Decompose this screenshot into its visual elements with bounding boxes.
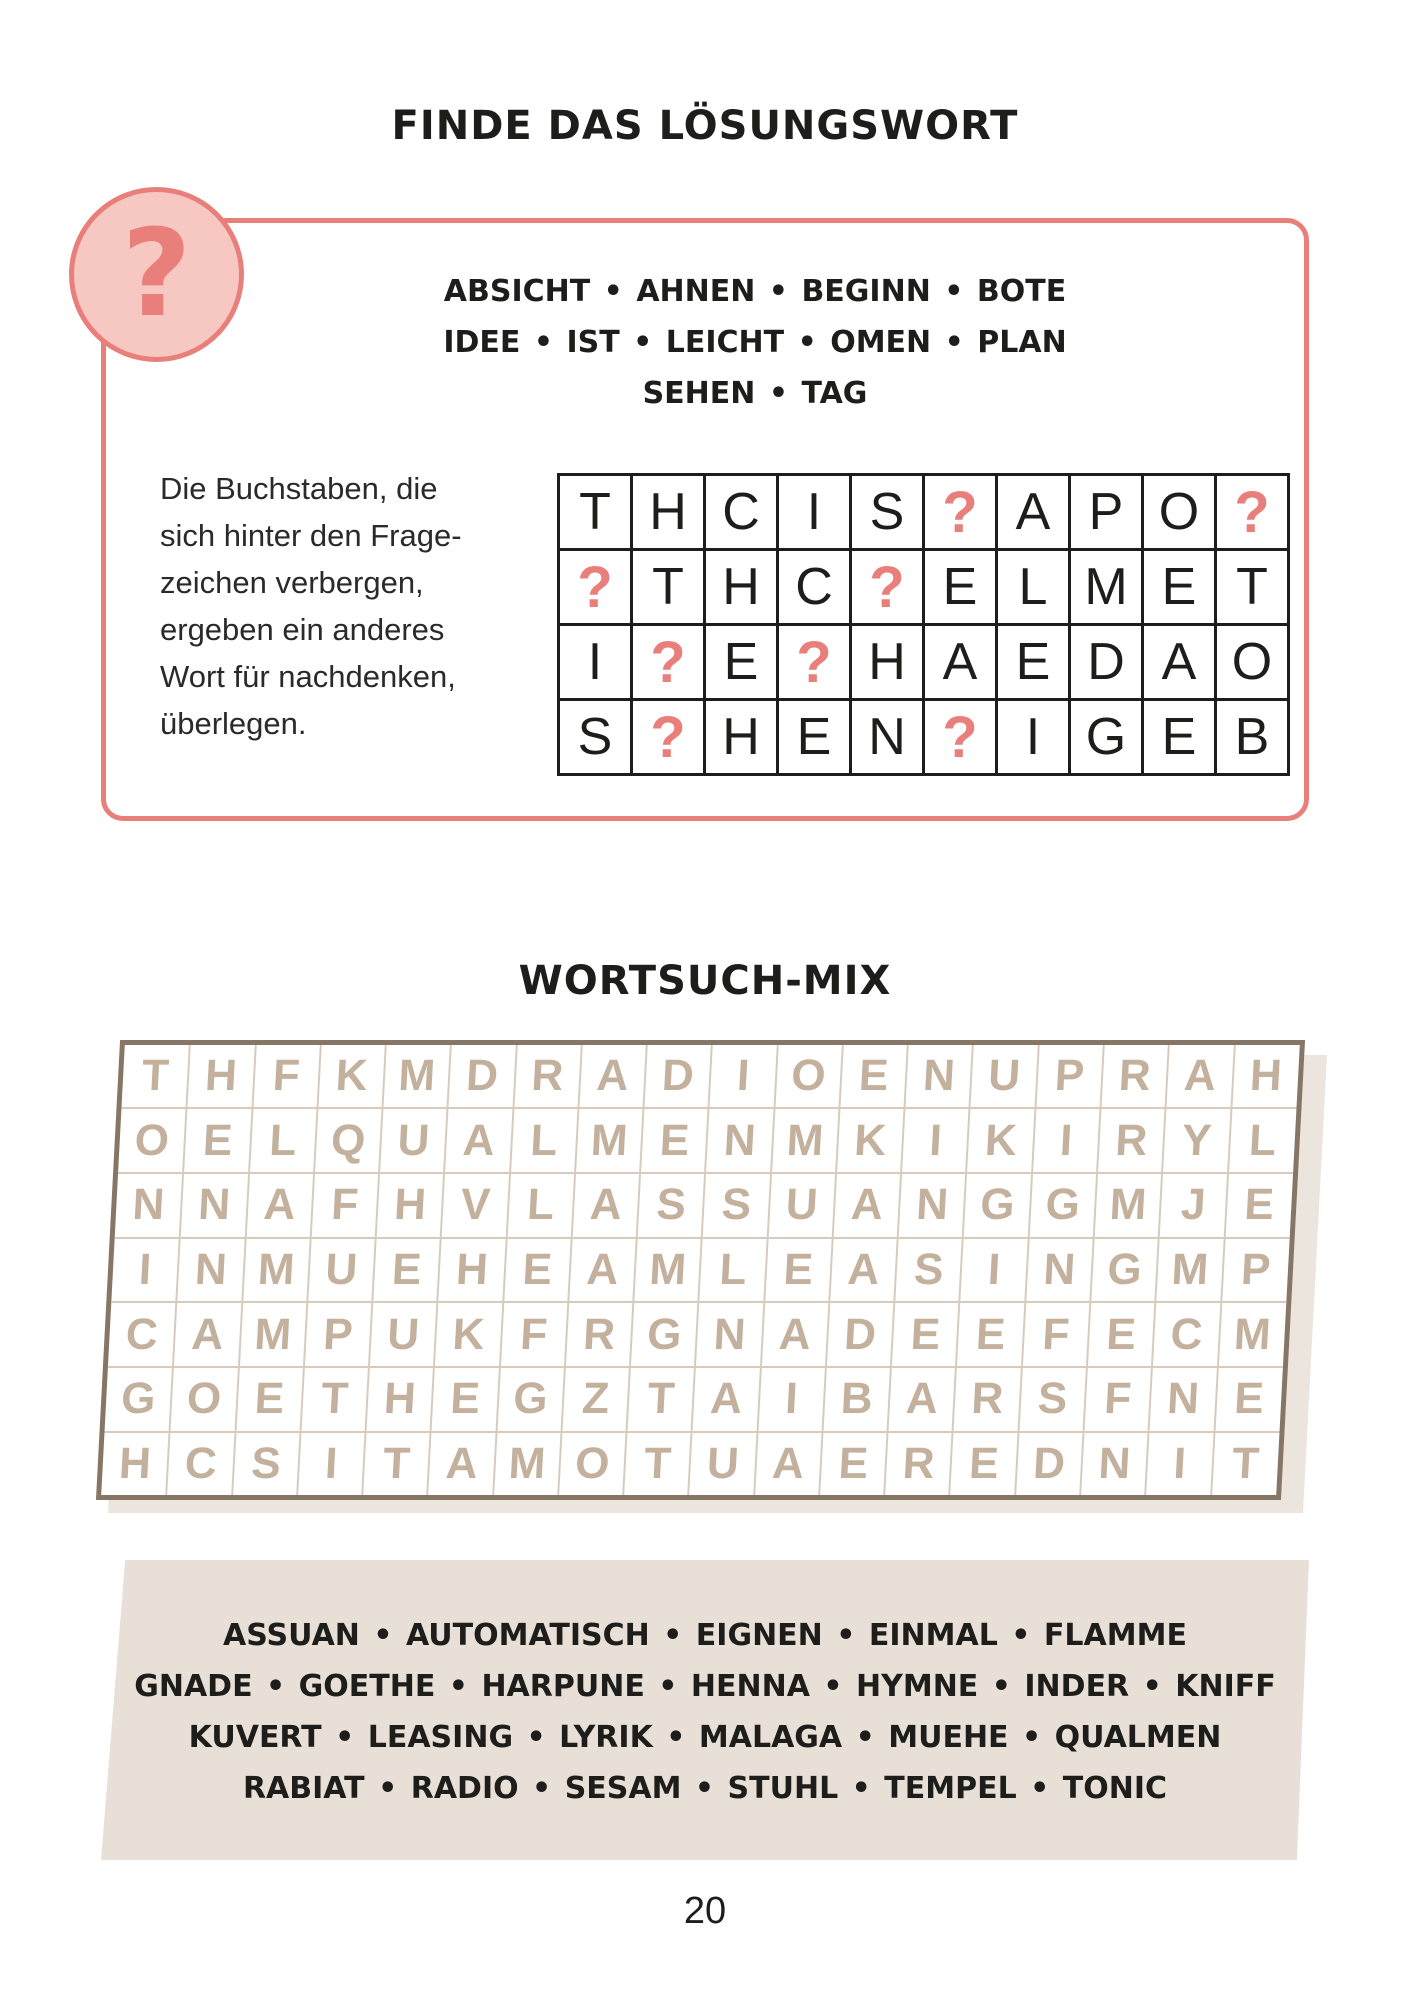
wordsearch-cell[interactable]: R (513, 1045, 582, 1108)
search-word: EINMAL (868, 1618, 998, 1653)
wordsearch-cell[interactable]: H (187, 1045, 256, 1108)
wordsearch-cell[interactable]: E (1214, 1367, 1283, 1432)
wordsearch-row (111, 1238, 1289, 1303)
wordsearch-cell[interactable]: N (705, 1108, 774, 1173)
wordsearch-cell[interactable]: D (826, 1302, 895, 1367)
wordsearch-cell[interactable]: O (118, 1108, 187, 1173)
separator-dot: • (622, 325, 663, 360)
grid-row (559, 625, 1289, 700)
wordsearch-cell[interactable]: N (905, 1045, 974, 1108)
wordsearch-cell[interactable]: T (627, 1367, 696, 1432)
word-list-line (101, 1763, 1309, 1814)
letter-cell: B (1216, 700, 1289, 775)
wordsearch-cell[interactable]: T (1211, 1432, 1280, 1495)
letter-cell: O (1216, 625, 1289, 700)
wordsearch-cell[interactable]: O (170, 1367, 239, 1432)
wordsearch-cell[interactable]: N (1149, 1367, 1218, 1432)
instruction-line: zeichen verbergen, (160, 565, 424, 600)
separator-dot: • (845, 1720, 886, 1755)
wordsearch-cell[interactable]: E (764, 1238, 833, 1303)
grid-row (559, 550, 1289, 625)
wordsearch-cell[interactable]: M (238, 1302, 307, 1367)
wordsearch-cell[interactable]: M (1156, 1238, 1225, 1303)
letter-cell: E (778, 700, 851, 775)
search-word: HYMNE (856, 1669, 979, 1704)
separator-dot: • (362, 1618, 403, 1653)
wordsearch-cell[interactable]: K (317, 1045, 386, 1108)
wordsearch-cell[interactable]: T (362, 1432, 431, 1495)
letter-cell: T (1216, 550, 1289, 625)
wordsearch-cell[interactable]: T (121, 1045, 190, 1108)
puzzle2-title: WORTSUCH-MIX (518, 958, 892, 1004)
instruction-line: überlegen. (160, 706, 307, 741)
wordsearch-cell[interactable]: T (300, 1367, 369, 1432)
wordsearch-cell[interactable]: A (173, 1302, 242, 1367)
puzzle1-letter-grid (557, 473, 1290, 776)
letter-cell: I (559, 625, 632, 700)
wordsearch-cell[interactable]: L (510, 1108, 579, 1173)
separator-dot: • (593, 274, 634, 309)
wordsearch-cell[interactable]: E (1224, 1173, 1293, 1238)
page-number: 20 (683, 1890, 727, 1932)
separator-dot: • (523, 325, 564, 360)
search-word: LYRIK (559, 1720, 653, 1755)
puzzle1-instructions (160, 465, 530, 747)
wordsearch-cell[interactable]: H (366, 1367, 435, 1432)
wordsearch-cell[interactable]: A (888, 1367, 957, 1432)
letter-cell: E (705, 625, 778, 700)
wordsearch-cell[interactable]: R (884, 1432, 953, 1495)
search-word: TEMPEL (884, 1771, 1017, 1806)
wordsearch-cell[interactable]: A (829, 1238, 898, 1303)
letter-cell: N (851, 700, 924, 775)
search-word: FLAMME (1043, 1618, 1187, 1653)
letter-cell: H (705, 550, 778, 625)
wordsearch-cell[interactable]: I (1032, 1108, 1101, 1173)
wordsearch-cell[interactable]: M (771, 1108, 840, 1173)
wordsearch-cell[interactable]: Y (1162, 1108, 1231, 1173)
wordsearch-cell[interactable]: K (836, 1108, 905, 1173)
wordsearch-cell[interactable]: A (444, 1108, 513, 1173)
question-mark-cell: ? (851, 550, 924, 625)
puzzle1-title: FINDE DAS LÖSUNGSWORT (391, 103, 1019, 149)
separator-dot: • (684, 1771, 725, 1806)
wordsearch-cell[interactable]: E (819, 1432, 888, 1495)
search-word: RADIO (410, 1771, 519, 1806)
puzzle2-word-list (101, 1610, 1309, 1814)
separator-dot: • (812, 1669, 854, 1704)
search-word: AUTOMATISCH (405, 1618, 650, 1653)
separator-dot: • (516, 1720, 557, 1755)
wordsearch-cell[interactable]: G (630, 1302, 699, 1367)
letter-cell: I (997, 700, 1070, 775)
wordsearch-cell[interactable]: U (307, 1238, 376, 1303)
wordsearch-cell[interactable]: U (689, 1432, 758, 1495)
search-word: MALAGA (698, 1720, 843, 1755)
wordsearch-cell[interactable]: A (568, 1238, 637, 1303)
wordsearch-cell[interactable]: K (967, 1108, 1036, 1173)
wordsearch-cell[interactable]: L (699, 1238, 768, 1303)
letter-cell: G (1070, 700, 1143, 775)
wordsearch-cell[interactable]: R (1100, 1045, 1169, 1108)
separator-dot: • (255, 1669, 296, 1704)
wordsearch-cell[interactable]: A (754, 1432, 823, 1495)
wordsearch-cell[interactable]: I (901, 1108, 970, 1173)
separator-dot: • (647, 1669, 688, 1704)
separator-dot: • (1011, 1720, 1052, 1755)
letter-cell: S (559, 700, 632, 775)
search-word: BOTE (976, 274, 1067, 309)
wordsearch-cell[interactable]: H (1231, 1045, 1300, 1108)
wordsearch-cell[interactable]: A (1166, 1045, 1235, 1108)
search-word: STUHL (727, 1771, 839, 1806)
wordsearch-cell[interactable]: F (1022, 1302, 1091, 1367)
search-word: KUVERT (188, 1720, 322, 1755)
wordsearch-cell[interactable]: M (1217, 1302, 1286, 1367)
wordsearch-cell[interactable]: G (1028, 1173, 1097, 1238)
separator-dot: • (841, 1771, 882, 1806)
wordsearch-cell[interactable]: R (953, 1367, 1022, 1432)
word-list-line (430, 368, 1080, 419)
wordsearch-cell[interactable]: C (108, 1302, 177, 1367)
wordsearch-cell[interactable]: G (105, 1367, 174, 1432)
wordsearch-cell[interactable]: E (372, 1238, 441, 1303)
wordsearch-cell[interactable]: U (379, 1108, 448, 1173)
wordsearch-frame (96, 1040, 1305, 1500)
wordsearch-cell[interactable]: L (249, 1108, 318, 1173)
question-mark-cell: ? (1216, 475, 1289, 550)
wordsearch-cell[interactable]: D (448, 1045, 517, 1108)
separator-dot: • (1019, 1771, 1060, 1806)
question-mark-cell: ? (924, 475, 997, 550)
search-word: EIGNEN (695, 1618, 823, 1653)
wordsearch-cell[interactable]: D (1015, 1432, 1084, 1495)
letter-cell: E (997, 625, 1070, 700)
wordsearch-cell[interactable]: E (183, 1108, 252, 1173)
wordsearch-cell[interactable]: S (894, 1238, 963, 1303)
word-list-line (430, 317, 1080, 368)
grid-row (559, 475, 1289, 550)
letter-cell: D (1070, 625, 1143, 700)
letter-cell: A (924, 625, 997, 700)
search-word: GNADE (134, 1669, 253, 1704)
wordsearch-row (101, 1432, 1279, 1495)
wordsearch-cell[interactable]: U (767, 1173, 836, 1238)
wordsearch-cell[interactable]: E (503, 1238, 572, 1303)
wordsearch-cell[interactable]: E (891, 1302, 960, 1367)
wordsearch-cell[interactable]: I (297, 1432, 366, 1495)
wordsearch-cell[interactable]: A (833, 1173, 902, 1238)
wordsearch-cell[interactable]: P (1035, 1045, 1104, 1108)
search-word: ASSUAN (223, 1618, 360, 1653)
wordsearch-cell[interactable]: U (369, 1302, 438, 1367)
wordsearch-cell[interactable]: L (506, 1173, 575, 1238)
wordsearch-cell[interactable]: C (1152, 1302, 1221, 1367)
wordsearch-cell[interactable]: H (376, 1173, 445, 1238)
search-word: HENNA (690, 1669, 810, 1704)
letter-cell: T (559, 475, 632, 550)
search-word: AHNEN (636, 274, 756, 309)
wordsearch-row (115, 1173, 1293, 1238)
wordsearch-cell[interactable]: M (383, 1045, 452, 1108)
wordsearch-cell[interactable]: Z (561, 1367, 630, 1432)
instruction-line: Wort für nachdenken, (160, 659, 456, 694)
search-word: IST (566, 325, 620, 360)
grid-row (559, 700, 1289, 775)
letter-cell: I (778, 475, 851, 550)
search-word: LEASING (367, 1720, 514, 1755)
search-word: PLAN (977, 325, 1067, 360)
wordsearch-cell[interactable]: V (441, 1173, 510, 1238)
wordsearch-cell[interactable]: I (757, 1367, 826, 1432)
wordsearch-cell[interactable]: I (960, 1238, 1029, 1303)
wordsearch-cell[interactable]: N (898, 1173, 967, 1238)
wordsearch-cell[interactable]: K (434, 1302, 503, 1367)
wordsearch-cell[interactable]: H (438, 1238, 507, 1303)
letter-cell: E (924, 550, 997, 625)
letter-cell: T (632, 550, 705, 625)
search-word: BEGINN (801, 274, 931, 309)
separator-dot: • (652, 1618, 693, 1653)
wordsearch-cell[interactable]: M (575, 1108, 644, 1173)
wordsearch-row (121, 1045, 1299, 1108)
instruction-line: Die Buchstaben, die (160, 471, 438, 506)
separator-dot: • (825, 1618, 866, 1653)
search-word: QUALMEN (1054, 1720, 1222, 1755)
wordsearch-cell[interactable]: J (1159, 1173, 1228, 1238)
separator-dot: • (1132, 1669, 1173, 1704)
wordsearch-row (105, 1367, 1283, 1432)
letter-cell: P (1070, 475, 1143, 550)
wordsearch-cell[interactable]: C (166, 1432, 235, 1495)
search-word: HARPUNE (481, 1669, 645, 1704)
wordsearch-cell[interactable]: A (578, 1045, 647, 1108)
wordsearch-cell[interactable]: P (304, 1302, 373, 1367)
separator-dot: • (1000, 1618, 1041, 1653)
question-mark-cell: ? (778, 625, 851, 700)
search-word: OMEN (830, 325, 932, 360)
question-mark-cell: ? (632, 625, 705, 700)
wordsearch-cell[interactable]: S (1018, 1367, 1087, 1432)
instruction-line: ergeben ein anderes (160, 612, 445, 647)
question-mark-cell: ? (559, 550, 632, 625)
letter-cell: A (1143, 625, 1216, 700)
letter-cell: A (997, 475, 1070, 550)
separator-dot: • (521, 1771, 562, 1806)
search-word: IDEE (443, 325, 521, 360)
wordsearch-cell[interactable]: E (839, 1045, 908, 1108)
word-list-line (430, 266, 1080, 317)
wordsearch-cell[interactable]: A (245, 1173, 314, 1238)
letter-cell: E (1143, 700, 1216, 775)
search-word: ABSICHT (443, 274, 591, 309)
letter-cell: H (705, 700, 778, 775)
separator-dot: • (981, 1669, 1022, 1704)
letter-cell: C (705, 475, 778, 550)
separator-dot: • (324, 1720, 365, 1755)
wordsearch-cell[interactable]: M (633, 1238, 702, 1303)
search-word: RABIAT (242, 1771, 365, 1806)
question-mark-icon: ? (69, 187, 244, 362)
wordsearch-cell[interactable]: I (1145, 1432, 1214, 1495)
wordsearch-cell[interactable]: O (558, 1432, 627, 1495)
wordsearch-cell[interactable]: R (565, 1302, 634, 1367)
wordsearch-row (118, 1108, 1296, 1173)
wordsearch-cell[interactable]: N (695, 1302, 764, 1367)
wordsearch-cell[interactable]: R (1097, 1108, 1166, 1173)
separator-dot: • (758, 376, 799, 411)
question-mark-cell: ? (924, 700, 997, 775)
wordsearch-cell[interactable]: N (177, 1238, 246, 1303)
wordsearch-cell[interactable]: F (1084, 1367, 1153, 1432)
puzzle1-word-list (430, 266, 1080, 419)
wordsearch-cell[interactable]: E (956, 1302, 1025, 1367)
wordsearch-cell[interactable]: H (101, 1432, 170, 1495)
wordsearch-row (108, 1302, 1286, 1367)
wordsearch-cell[interactable]: S (702, 1173, 771, 1238)
wordsearch-cell[interactable]: A (572, 1173, 641, 1238)
wordsearch-cell[interactable]: M (1094, 1173, 1163, 1238)
wordsearch-cell[interactable]: G (496, 1367, 565, 1432)
search-word: TAG (801, 376, 868, 411)
wordsearch-cell[interactable]: G (1090, 1238, 1159, 1303)
wordsearch-cell[interactable]: D (644, 1045, 713, 1108)
letter-cell: E (1143, 550, 1216, 625)
wordsearch-cell[interactable]: A (761, 1302, 830, 1367)
separator-dot: • (934, 325, 975, 360)
search-word: TONIC (1062, 1771, 1168, 1806)
letter-cell: O (1143, 475, 1216, 550)
question-mark-cell: ? (632, 700, 705, 775)
wordsearch-cell[interactable]: M (242, 1238, 311, 1303)
wordsearch-cell[interactable]: N (1025, 1238, 1094, 1303)
word-list-line (101, 1712, 1309, 1763)
separator-dot: • (655, 1720, 696, 1755)
search-word: SESAM (564, 1771, 682, 1806)
wordsearch-cell[interactable]: Q (314, 1108, 383, 1173)
separator-dot: • (438, 1669, 479, 1704)
separator-dot: • (933, 274, 974, 309)
wordsearch-cell[interactable]: E (1087, 1302, 1156, 1367)
wordsearch-cell[interactable]: F (252, 1045, 321, 1108)
letter-cell: L (997, 550, 1070, 625)
search-word: INDER (1024, 1669, 1130, 1704)
wordsearch-cell[interactable]: L (1228, 1108, 1297, 1173)
wordsearch-grid (101, 1045, 1300, 1495)
word-list-line (101, 1661, 1309, 1712)
letter-cell: C (778, 550, 851, 625)
wordsearch-cell[interactable]: F (500, 1302, 569, 1367)
wordsearch-cell[interactable]: N (115, 1173, 184, 1238)
wordsearch-cell[interactable]: T (623, 1432, 692, 1495)
search-word: KNIFF (1175, 1669, 1276, 1704)
wordsearch-cell[interactable]: S (232, 1432, 301, 1495)
wordsearch-cell[interactable]: E (950, 1432, 1019, 1495)
letter-cell: H (632, 475, 705, 550)
wordsearch-cell[interactable]: G (963, 1173, 1032, 1238)
separator-dot: • (758, 274, 799, 309)
wordsearch-cell[interactable]: E (235, 1367, 304, 1432)
wordsearch-cell[interactable]: E (431, 1367, 500, 1432)
search-word: MUEHE (888, 1720, 1009, 1755)
wordsearch-cell[interactable]: N (180, 1173, 249, 1238)
separator-dot: • (787, 325, 828, 360)
wordsearch-cell[interactable]: E (640, 1108, 709, 1173)
wordsearch-cell[interactable]: P (1221, 1238, 1290, 1303)
wordsearch-cell[interactable]: U (970, 1045, 1039, 1108)
wordsearch-cell[interactable]: A (692, 1367, 761, 1432)
wordsearch-cell[interactable]: O (774, 1045, 843, 1108)
word-list-line (101, 1610, 1309, 1661)
letter-cell: M (1070, 550, 1143, 625)
wordsearch-cell[interactable]: N (1080, 1432, 1149, 1495)
search-word: SEHEN (642, 376, 756, 411)
letter-cell: H (851, 625, 924, 700)
search-word: GOETHE (298, 1669, 436, 1704)
separator-dot: • (367, 1771, 408, 1806)
wordsearch-cell[interactable]: S (637, 1173, 706, 1238)
search-word: LEICHT (665, 325, 785, 360)
wordsearch-cell[interactable]: B (822, 1367, 891, 1432)
wordsearch-cell[interactable]: I (111, 1238, 180, 1303)
wordsearch-cell[interactable]: F (310, 1173, 379, 1238)
instruction-line: sich hinter den Frage- (160, 518, 462, 553)
wordsearch-cell[interactable]: I (709, 1045, 778, 1108)
wordsearch-cell[interactable]: M (493, 1432, 562, 1495)
letter-cell: S (851, 475, 924, 550)
wordsearch-cell[interactable]: A (428, 1432, 497, 1495)
